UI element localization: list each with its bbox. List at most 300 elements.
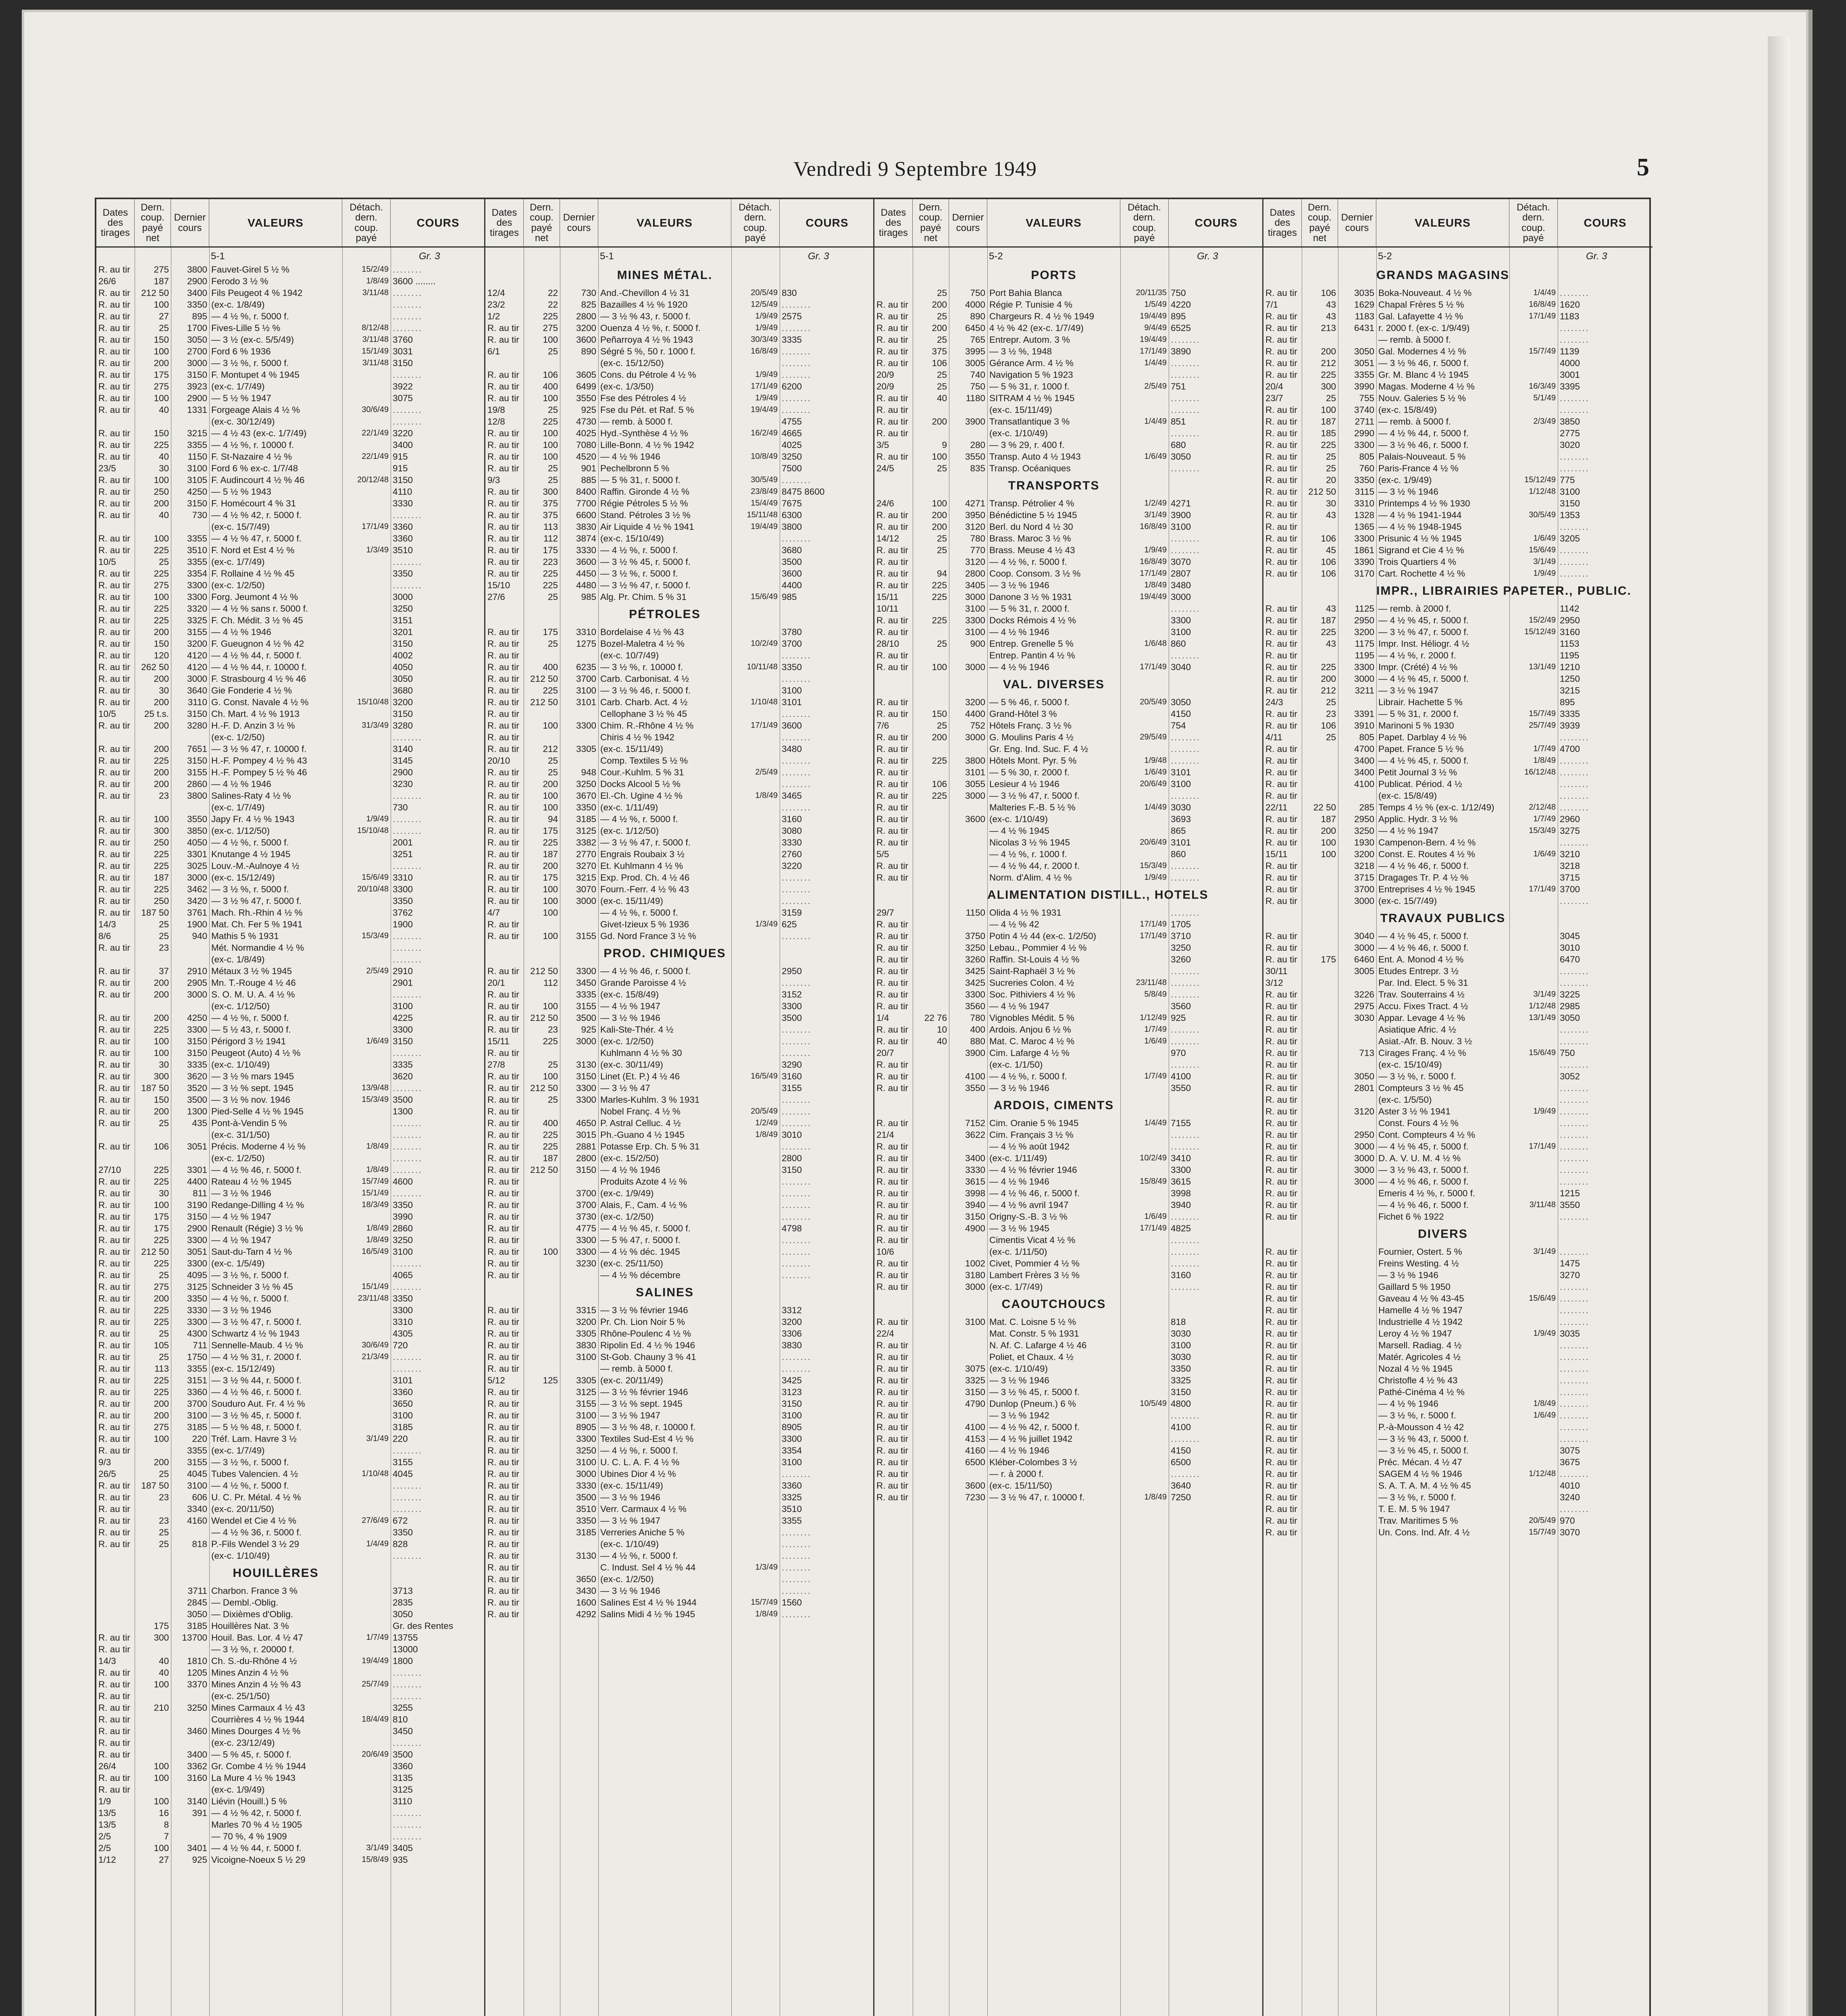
table-row bbox=[1263, 1410, 1652, 1421]
security-name: Ubines Dior 4 ½ % bbox=[600, 1469, 676, 1479]
coupon-detach-date: 1/8/49 bbox=[1533, 1399, 1556, 1408]
last-coupon: 25 bbox=[158, 1352, 169, 1362]
current-price: 3325 bbox=[1171, 1375, 1191, 1385]
last-coupon: 250 bbox=[154, 487, 169, 497]
tirage-date: R. au tir bbox=[487, 569, 519, 579]
tirage-date: R. au tir bbox=[1265, 1036, 1297, 1046]
security-name: Ouenza 4 ½ %, r. 5000 f. bbox=[600, 323, 701, 333]
table-row bbox=[1263, 650, 1652, 661]
tirage-date: 20/9 bbox=[876, 381, 894, 392]
previous-price: 3300 bbox=[576, 1434, 596, 1444]
current-price: ........ bbox=[782, 779, 812, 789]
current-price: 3310 bbox=[393, 873, 413, 883]
current-price: 3900 bbox=[1171, 510, 1191, 520]
current-price: ........ bbox=[393, 1165, 423, 1175]
coupon-detach-date: 30/3/49 bbox=[751, 335, 778, 344]
coupon-detach-date: 1/4/49 bbox=[1533, 288, 1556, 297]
tirage-date: R. au tir bbox=[487, 1504, 519, 1514]
last-coupon: 225 bbox=[932, 580, 947, 590]
previous-price: 3711 bbox=[187, 1586, 207, 1596]
previous-price: 3940 bbox=[965, 1200, 985, 1210]
security-name: Mines Anzin 4 ½ % 43 bbox=[211, 1679, 301, 1689]
current-price: ........ bbox=[393, 1048, 423, 1058]
coupon-detach-date: 15/2/49 bbox=[1529, 616, 1556, 625]
table-row bbox=[96, 299, 484, 310]
column-header: Détach. dern. coup. payé bbox=[342, 199, 391, 246]
table-row bbox=[96, 1608, 484, 1620]
section-heading-row bbox=[1263, 1223, 1652, 1246]
previous-price: 3510 bbox=[187, 545, 207, 555]
table-row bbox=[1263, 1258, 1652, 1269]
tirage-date: R. au tir bbox=[487, 1586, 519, 1596]
coupon-detach-date: 1/9/49 bbox=[1533, 569, 1556, 578]
tirage-date: R. au tir bbox=[487, 873, 519, 883]
table-row bbox=[485, 1211, 873, 1223]
tirage-date: R. au tir bbox=[487, 1422, 519, 1432]
tirage-date: R. au tir bbox=[98, 1329, 130, 1339]
last-coupon: 30 bbox=[158, 1188, 169, 1198]
table-row bbox=[1263, 1117, 1652, 1129]
current-price: ........ bbox=[1560, 1387, 1590, 1397]
tirage-date: 22/11 bbox=[1265, 802, 1288, 812]
tirage-date: R. au tir bbox=[1265, 440, 1297, 450]
tirage-date: R. au tir bbox=[98, 1434, 130, 1444]
tirage-date: R. au tir bbox=[98, 1141, 130, 1152]
previous-price: 811 bbox=[193, 1188, 207, 1198]
current-price: ........ bbox=[393, 1504, 423, 1514]
current-price: 3830 bbox=[782, 1340, 802, 1350]
security-name: Lesieur 4 ½ 1946 bbox=[989, 779, 1059, 789]
previous-price: 3000 bbox=[965, 732, 985, 742]
section-code: 5-2 bbox=[989, 251, 1003, 262]
current-price: ........ bbox=[393, 1364, 423, 1374]
last-coupon: 100 bbox=[154, 1761, 169, 1771]
previous-price: 3600 bbox=[965, 1481, 985, 1491]
previous-price: 4900 bbox=[965, 1223, 985, 1233]
previous-price: 3700 bbox=[576, 1188, 596, 1198]
security-name: — 3 ½ % 43, r. 5000 f. bbox=[1378, 1165, 1469, 1175]
previous-price: 3250 bbox=[187, 1703, 207, 1713]
previous-price: 3070 bbox=[576, 884, 596, 894]
previous-price: 3400 bbox=[187, 1749, 207, 1760]
security-name: — 4 ½ %, r. 5000 f. bbox=[211, 837, 289, 848]
current-price: 3335 bbox=[393, 1060, 413, 1070]
section-heading-row bbox=[485, 264, 873, 287]
security-name: — 4 ½ % juillet 1942 bbox=[989, 1434, 1073, 1444]
last-coupon: 100 bbox=[154, 393, 169, 403]
last-coupon: 100 bbox=[154, 1200, 169, 1210]
current-price: 3615 bbox=[1171, 1177, 1191, 1187]
last-coupon: 106 bbox=[1321, 721, 1336, 731]
security-name: — 4 ½ % 1948-1945 bbox=[1378, 522, 1462, 532]
previous-price: 3150 bbox=[187, 709, 207, 719]
last-coupon: 200 bbox=[154, 767, 169, 777]
current-price: ........ bbox=[1171, 1025, 1201, 1035]
security-name: — Dixièmes d'Oblig. bbox=[211, 1609, 293, 1619]
last-coupon: 43 bbox=[1326, 604, 1336, 614]
last-coupon: 100 bbox=[543, 802, 558, 812]
tirage-date: R. au tir bbox=[98, 1247, 130, 1257]
previous-price: 3315 bbox=[576, 1305, 596, 1315]
table-row bbox=[874, 1480, 1262, 1491]
current-price: ........ bbox=[1560, 1282, 1590, 1292]
current-price: 4045 bbox=[393, 1469, 413, 1479]
tirage-date: R. au tir bbox=[98, 884, 130, 894]
table-row bbox=[96, 1082, 484, 1094]
coupon-detach-date: 15/7/49 bbox=[1529, 347, 1556, 356]
table-row bbox=[96, 1819, 484, 1831]
table-row bbox=[485, 673, 873, 685]
coupon-detach-date: 1/8/49 bbox=[755, 791, 778, 800]
previous-price: 3350 bbox=[576, 1516, 596, 1526]
last-coupon: 9 bbox=[942, 440, 947, 450]
coupon-detach-date: 19/4/49 bbox=[1140, 592, 1167, 601]
current-price: ........ bbox=[782, 405, 812, 415]
security-name: Redange-Dilling 4 ½ % bbox=[211, 1200, 304, 1210]
table-row bbox=[96, 322, 484, 334]
security-name: Cellophane 3 ½ % 45 bbox=[600, 709, 687, 719]
coupon-detach-date: 2/5/49 bbox=[755, 768, 778, 777]
tirage-date: R. au tir bbox=[487, 1083, 519, 1093]
section-heading: MINES MÉTAL. bbox=[617, 269, 713, 282]
table-row bbox=[874, 1445, 1262, 1456]
security-name: Fse du Pét. et Raf. 5 % bbox=[600, 405, 694, 415]
table-row bbox=[485, 1164, 873, 1176]
security-name: — 4 ½ % 42, r. 5000 f. bbox=[211, 1808, 302, 1818]
coupon-detach-date: 20/5/49 bbox=[1140, 698, 1167, 706]
table-row bbox=[1263, 1515, 1652, 1527]
tirage-date: R. au tir bbox=[876, 697, 908, 707]
current-price: 2901 bbox=[393, 978, 413, 988]
table-row bbox=[485, 1585, 873, 1597]
coupon-detach-date: 30/6/49 bbox=[362, 1341, 389, 1350]
last-coupon: 25 bbox=[937, 463, 947, 473]
tirage-date: R. au tir bbox=[487, 1153, 519, 1163]
last-coupon: 225 bbox=[1321, 370, 1336, 380]
last-coupon: 200 bbox=[154, 989, 169, 1000]
tirage-date: R. au tir bbox=[487, 1551, 519, 1561]
current-price: 915 bbox=[393, 463, 408, 473]
security-name: Saint-Raphaël 3 ½ % bbox=[989, 966, 1075, 976]
table-row bbox=[485, 778, 873, 790]
table-row bbox=[96, 591, 484, 603]
previous-price: 4025 bbox=[576, 428, 596, 438]
last-coupon: 106 bbox=[1321, 288, 1336, 298]
current-price: 3075 bbox=[393, 393, 413, 403]
tirage-date: R. au tir bbox=[98, 1539, 130, 1549]
coupon-detach-date: 15/6/49 bbox=[1529, 1294, 1556, 1303]
table-row bbox=[96, 1503, 484, 1515]
coupon-detach-date: 1/6/49 bbox=[1144, 452, 1167, 461]
security-name: Gd. Nord France 3 ½ % bbox=[600, 931, 696, 941]
tirage-date: 14/3 bbox=[98, 1656, 116, 1666]
tirage-date: R. au tir bbox=[98, 487, 130, 497]
coupon-detach-date: 1/9/49 bbox=[1144, 546, 1167, 554]
previous-price: 4100 bbox=[965, 1422, 985, 1432]
current-price: Gr. des Rentes bbox=[393, 1621, 454, 1631]
previous-price: 7230 bbox=[965, 1492, 985, 1502]
column-header: Détach. dern. coup. payé bbox=[1509, 199, 1558, 246]
previous-price: 3700 bbox=[576, 1200, 596, 1210]
tirage-date: R. au tir bbox=[1265, 288, 1297, 298]
table-row bbox=[874, 533, 1262, 544]
current-price: 754 bbox=[1171, 721, 1186, 731]
previous-price: 3100 bbox=[965, 627, 985, 637]
last-coupon: 120 bbox=[154, 650, 169, 660]
table-row bbox=[485, 1421, 873, 1433]
tirage-date: R. au tir bbox=[98, 1177, 130, 1187]
current-price: 3350 bbox=[393, 896, 413, 906]
coupon-detach-date: 19/4/49 bbox=[1140, 335, 1167, 344]
security-name: Potin 4 ½ 44 (ex-c. 1/2/50) bbox=[989, 931, 1097, 941]
previous-price: 3100 bbox=[576, 685, 596, 696]
current-price: ........ bbox=[1171, 1282, 1201, 1292]
previous-price: 435 bbox=[192, 1118, 207, 1128]
current-price: ........ bbox=[393, 311, 423, 321]
tirage-date: R. au tir bbox=[1265, 510, 1297, 520]
security-name: — 3 ½ % 45, r. 5000 f. bbox=[1378, 1445, 1469, 1456]
current-price: 2950 bbox=[1560, 615, 1580, 625]
security-name: (ex-c. 1/10/49) bbox=[989, 428, 1048, 438]
security-name: Gal. Modernes 4 ½ % bbox=[1378, 346, 1466, 356]
table-row bbox=[96, 1737, 484, 1749]
previous-price: 3700 bbox=[187, 1399, 207, 1409]
previous-price: 3462 bbox=[187, 884, 207, 894]
table-row bbox=[96, 334, 484, 346]
coupon-detach-date: 8/12/48 bbox=[362, 323, 389, 332]
table-row bbox=[1263, 1339, 1652, 1351]
previous-price: 3400 bbox=[965, 1153, 985, 1163]
security-name: Ent. A. Monod 4 ½ % bbox=[1378, 954, 1464, 964]
table-row bbox=[874, 872, 1262, 883]
last-coupon: 43 bbox=[1326, 639, 1336, 649]
security-name: Navigation 5 % 1923 bbox=[989, 370, 1073, 380]
current-price: ........ bbox=[1171, 744, 1201, 754]
tirage-date: R. au tir bbox=[1265, 1001, 1297, 1011]
previous-price: 3100 bbox=[187, 1410, 207, 1420]
security-name: — 3 ½ % 1945 bbox=[989, 1223, 1049, 1233]
security-name: (ex-c. 1/10/49) bbox=[211, 1060, 270, 1070]
security-name: — 3 ½ % 1946 bbox=[600, 1013, 660, 1023]
security-name: — 4 ½ % 1946 bbox=[989, 627, 1049, 637]
security-name: Cour.-Kuhlm. 5 % 31 bbox=[600, 767, 684, 777]
previous-price: 780 bbox=[970, 1013, 985, 1023]
tirage-date: R. au tir bbox=[98, 662, 130, 672]
table-row bbox=[874, 1152, 1262, 1164]
section-heading-row bbox=[96, 1562, 484, 1585]
security-name: Pechelbronn 5 % bbox=[600, 463, 670, 473]
previous-price: 730 bbox=[192, 510, 207, 520]
current-price: 3100 bbox=[1560, 487, 1580, 497]
security-name: Hamelle 4 ½ % 1947 bbox=[1378, 1305, 1463, 1315]
current-price: 3250 bbox=[1171, 943, 1191, 953]
tirage-date: R. au tir bbox=[876, 837, 908, 848]
previous-price: 4250 bbox=[187, 487, 207, 497]
tirage-date: R. au tir bbox=[1265, 989, 1297, 1000]
table-row bbox=[96, 1585, 484, 1597]
security-name: — 70 %, 4 % 1909 bbox=[211, 1831, 287, 1841]
security-name: Pied-Selle 4 ½ % 1945 bbox=[211, 1106, 304, 1116]
security-name: — 4 ½ %, r. 5000 f. bbox=[600, 814, 678, 824]
current-price: 4220 bbox=[1171, 300, 1191, 310]
tirage-date: R. au tir bbox=[1265, 756, 1297, 766]
table-row bbox=[1263, 1468, 1652, 1480]
tirage-date: R. au tir bbox=[487, 1340, 519, 1350]
tirage-date: R. au tir bbox=[876, 1165, 908, 1175]
current-price: 3260 bbox=[1171, 954, 1191, 964]
table-row bbox=[874, 579, 1262, 591]
current-price: 3230 bbox=[393, 779, 413, 789]
current-price: 3151 bbox=[393, 615, 413, 625]
previous-price: 3100 bbox=[576, 1457, 596, 1467]
current-price: ........ bbox=[393, 417, 423, 427]
previous-price: 3400 bbox=[1354, 767, 1374, 777]
previous-price: 3250 bbox=[576, 1445, 596, 1456]
security-name: H.-F. Pompey 5 ½ % 46 bbox=[211, 767, 307, 777]
current-price: 3360 bbox=[393, 522, 413, 532]
security-name: — 4 ½ % 47, r. 5000 f. bbox=[211, 533, 302, 544]
security-name: Accu. Fixes Tract. 4 ½ bbox=[1378, 1001, 1468, 1011]
tirage-date: R. au tir bbox=[876, 1481, 908, 1491]
tirage-date: R. au tir bbox=[1265, 1048, 1297, 1058]
security-name: Périgord 3 ½ 1941 bbox=[211, 1036, 286, 1046]
current-price: 3395 bbox=[1560, 381, 1580, 392]
tirage-date: R. au tir bbox=[1265, 767, 1297, 777]
table-row bbox=[1263, 416, 1652, 427]
previous-price: 3425 bbox=[965, 966, 985, 976]
last-coupon: 100 bbox=[154, 1773, 169, 1783]
current-price: ........ bbox=[393, 1153, 423, 1163]
security-name: Forgeage Alais 4 ½ % bbox=[211, 405, 300, 415]
current-price: ........ bbox=[393, 1282, 423, 1292]
tirage-date: 30/11 bbox=[1265, 966, 1288, 976]
coupon-detach-date: 15/1/49 bbox=[362, 347, 389, 356]
coupon-detach-date: 29/5/49 bbox=[1140, 733, 1167, 741]
table-row bbox=[96, 1410, 484, 1421]
last-coupon: 187 bbox=[1321, 417, 1336, 427]
table-row bbox=[96, 1772, 484, 1784]
previous-price: 3510 bbox=[576, 1504, 596, 1514]
last-coupon: 25 bbox=[937, 311, 947, 321]
security-name: Impr. Inst. Héliogr. 4 ½ bbox=[1378, 639, 1469, 649]
tirage-date: R. au tir bbox=[487, 744, 519, 754]
coupon-detach-date: 1/9/49 bbox=[1533, 1329, 1556, 1338]
current-price: 3100 bbox=[393, 1247, 413, 1257]
previous-price: 770 bbox=[970, 545, 985, 555]
last-coupon: 150 bbox=[154, 428, 169, 438]
tirage-date: R. au tir bbox=[876, 1071, 908, 1081]
tirage-date: R. au tir bbox=[487, 510, 519, 520]
current-price: ........ bbox=[782, 1551, 812, 1561]
security-name: SITRAM 4 ½ % 1945 bbox=[989, 393, 1075, 403]
security-name: — 3 % 29, r. 400 f. bbox=[989, 440, 1065, 450]
current-price: ........ bbox=[393, 1352, 423, 1362]
table-row bbox=[1263, 310, 1652, 322]
security-name: (ex-c. 1/11/49) bbox=[989, 1153, 1047, 1163]
coupon-detach-date: 17/1/49 bbox=[1140, 920, 1167, 929]
table-row bbox=[874, 591, 1262, 603]
table-row bbox=[485, 1117, 873, 1129]
security-name: — 3 ½ %, r. 20000 f. bbox=[211, 1644, 294, 1654]
table-row bbox=[96, 755, 484, 766]
tirage-date: R. au tir bbox=[876, 1188, 908, 1198]
table-row bbox=[485, 404, 873, 416]
current-price: 3480 bbox=[1171, 580, 1191, 590]
table-row bbox=[96, 673, 484, 685]
previous-price: 805 bbox=[1359, 732, 1374, 742]
coupon-detach-date: 10/2/49 bbox=[751, 639, 778, 648]
table-row bbox=[874, 731, 1262, 743]
current-price: ........ bbox=[782, 650, 812, 660]
last-coupon: 250 bbox=[154, 837, 169, 848]
previous-price: 925 bbox=[581, 1025, 596, 1035]
tirage-date: R. au tir bbox=[1265, 1410, 1297, 1420]
current-price: 13000 bbox=[393, 1644, 418, 1654]
table-row bbox=[96, 1258, 484, 1269]
security-name: Brass. Maroc 3 ½ % bbox=[989, 533, 1071, 544]
current-price: 3290 bbox=[782, 1060, 802, 1070]
table-row bbox=[874, 1129, 1262, 1141]
table-row bbox=[874, 392, 1262, 404]
security-name: Peugeot (Auto) 4 ½ % bbox=[211, 1048, 301, 1058]
tirage-date: R. au tir bbox=[876, 1235, 908, 1245]
security-name: — 3 ½ % mars 1945 bbox=[211, 1071, 294, 1081]
tirage-date: R. au tir bbox=[876, 943, 908, 953]
security-name: Schwartz 4 ½ % 1943 bbox=[211, 1329, 300, 1339]
coupon-detach-date: 16/8/49 bbox=[751, 347, 778, 356]
current-price: 1800 bbox=[393, 1656, 413, 1666]
tirage-date: R. au tir bbox=[876, 1118, 908, 1128]
current-price: 4150 bbox=[1171, 709, 1191, 719]
current-price: 3355 bbox=[782, 1516, 802, 1526]
last-coupon: 106 bbox=[932, 779, 947, 789]
table-row bbox=[874, 837, 1262, 848]
previous-price: 3140 bbox=[187, 1796, 207, 1806]
security-name: (ex-c. 15/7/49) bbox=[211, 522, 270, 532]
tirage-date: R. au tir bbox=[98, 767, 130, 777]
last-coupon: 225 bbox=[154, 1025, 169, 1035]
current-price: 4010 bbox=[1560, 1481, 1580, 1491]
table-row bbox=[874, 1491, 1262, 1503]
current-price: ........ bbox=[1560, 335, 1590, 345]
coupon-detach-date: 23/8/49 bbox=[751, 487, 778, 496]
table-row bbox=[1263, 439, 1652, 451]
section-code: 5-1 bbox=[600, 251, 614, 262]
last-coupon: 225 bbox=[154, 756, 169, 766]
security-name: Docks Rémois 4 ½ % bbox=[989, 615, 1076, 625]
previous-price: 3362 bbox=[187, 1761, 207, 1771]
current-price: 851 bbox=[1171, 417, 1186, 427]
last-coupon: 200 bbox=[932, 300, 947, 310]
last-coupon: 25 bbox=[547, 405, 558, 415]
security-name: — 3 ½ % nov. 1946 bbox=[211, 1095, 290, 1105]
tirage-date: R. au tir bbox=[1265, 1141, 1297, 1152]
previous-price: 3355 bbox=[187, 1445, 207, 1456]
current-price: 3220 bbox=[393, 428, 413, 438]
previous-price: 3335 bbox=[187, 1060, 207, 1070]
table-row bbox=[96, 1117, 484, 1129]
security-name: Mat. C. Maroc 4 ½ % bbox=[989, 1036, 1075, 1046]
current-price: 3251 bbox=[393, 849, 413, 859]
last-coupon: 100 bbox=[1321, 405, 1336, 415]
coupon-detach-date: 31/3/49 bbox=[362, 721, 389, 730]
current-price: 3713 bbox=[393, 1586, 413, 1596]
current-price: 3150 bbox=[1171, 1387, 1191, 1397]
tirage-date: R. au tir bbox=[1265, 428, 1297, 438]
newspaper-page bbox=[24, 12, 1806, 2016]
last-coupon: 125 bbox=[543, 1375, 558, 1385]
tirage-date: R. au tir bbox=[876, 744, 908, 754]
